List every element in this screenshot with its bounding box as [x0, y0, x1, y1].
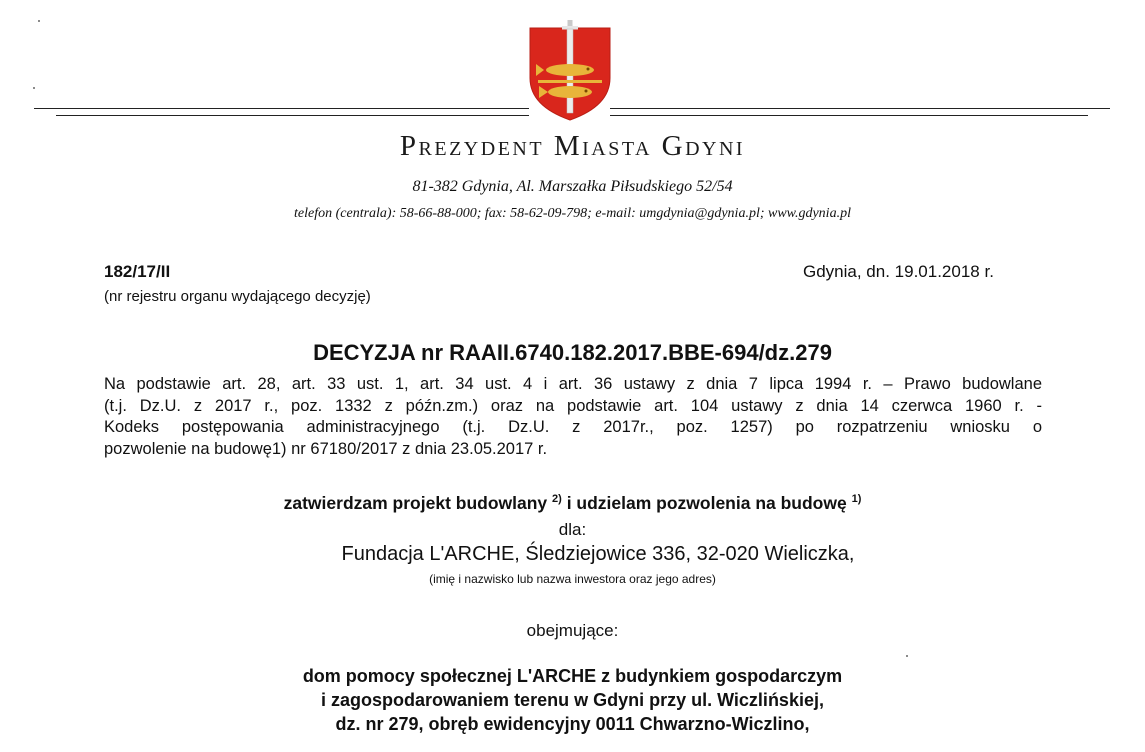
for-label: dla:: [558, 520, 587, 539]
header-rule-right-top: [610, 108, 1110, 109]
legal-basis-line: (t.j. Dz.U. z 2017 r., poz. 1332 z późn.zm.) oraz na podstawie art. 104 ustawy z dnia 14 czerwca 1960 r. -: [104, 396, 1042, 415]
investor-name-address: Fundacja L'ARCHE, Śledziejowice 336, 32-020 Wieliczka,: [341, 543, 855, 565]
investor-note: (imię i nazwisko lub nazwa inwestora oraz jego adres): [429, 572, 716, 586]
scan-speck: [33, 87, 35, 89]
footnote-ref: 2): [552, 493, 562, 505]
footnote-ref: 1): [851, 493, 862, 505]
covering-label: obejmujące:: [526, 621, 619, 640]
legal-basis-line: Na podstawie art. 28, art. 33 ust. 1, art. 34 ust. 4 i art. 36 ustawy z dnia 7 lipca 1994 r. – Prawo budowlane: [104, 375, 1042, 393]
scan-speck: [906, 655, 908, 657]
scope-line: i zagospodarowaniem terenu w Gdyni przy ul. Wiczlińskiej,: [321, 690, 824, 710]
decision-title: DECYZJA nr RAAII.6740.182.2017.BBE-694/dz.279: [313, 340, 832, 365]
register-note: (nr rejestru organu wydającego decyzję): [104, 288, 371, 305]
approval-part-2: i udzielam pozwolenia na budowę: [566, 493, 847, 513]
legal-basis-line: pozwolenie na budowę1) nr 67180/2017 z dnia 23.05.2017 r.: [104, 439, 548, 458]
header-rule-right-bottom: [610, 115, 1088, 116]
legal-basis-paragraph: [104, 374, 1042, 460]
project-scope: [0, 664, 1145, 736]
scope-line: dz. nr 279, obręb ewidencyjny 0011 Chwarzno-Wiczlino,: [335, 714, 810, 734]
scope-line: dom pomocy społecznej L'ARCHE z budynkiem gospodarczym: [302, 666, 843, 686]
approval-part-1: zatwierdzam projekt budowlany: [283, 493, 548, 513]
register-number: 182/17/II: [104, 262, 171, 281]
header-rule-left-bottom: [56, 115, 529, 116]
scan-speck: [38, 20, 40, 22]
office-title: Prezydent Miasta Gdyni: [399, 130, 746, 162]
approval-statement: [0, 493, 1145, 514]
office-contacts: telefon (centrala): 58-66-88-000; fax: 58-62-09-798; e-mail: umgdynia@gdynia.pl; www.gdynia.pl: [294, 206, 851, 221]
office-address: 81-382 Gdynia, Al. Marszałka Piłsudskiego 52/54: [412, 178, 733, 195]
header-rule-left-top: [34, 108, 529, 109]
coat-of-arms-icon: [524, 20, 616, 122]
place-date: Gdynia, dn. 19.01.2018 r.: [803, 262, 994, 281]
legal-basis-line: Kodeks postępowania administracyjnego (t.j. Dz.U. z 2017r., poz. 1257) po rozpatrzeniu wniosku o: [104, 418, 1042, 436]
